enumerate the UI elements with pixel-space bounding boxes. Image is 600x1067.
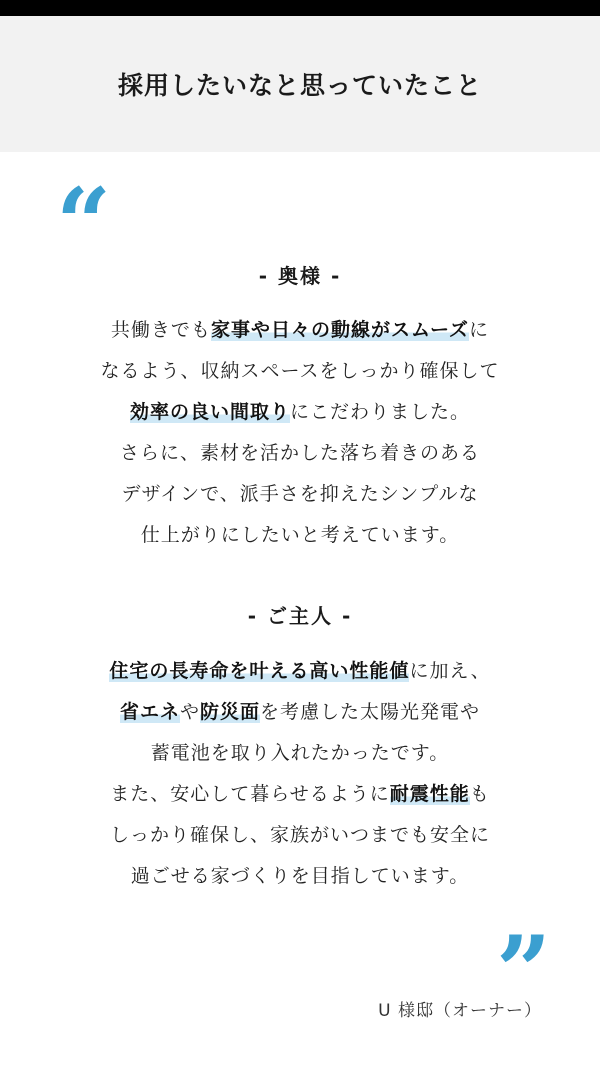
text-line: また、安心して暮らせるように耐震性能も [110,783,490,805]
text-line: デザインで、派手さを抑えたシンプルな [121,483,479,505]
top-bar [0,0,600,16]
highlight-text: 省エネ [119,701,180,723]
section-header [0,16,600,152]
highlight-text: 住宅の長寿命を叶える高い性能値 [109,660,410,682]
wife-paragraph [40,310,560,556]
text-line: 仕上がりにしたいと考えています。 [140,524,460,546]
owner-signature: U 様邸（オーナー） [378,1001,542,1021]
text-line: 効率の良い間取りにこだわりました。 [129,401,471,423]
text-line: 過ごせる家づくりを目指しています。 [130,865,470,887]
role-husband: - ご主人 - [247,604,353,628]
section-title: 採用したいなと思っていたこと [117,71,482,100]
text-line: さらに、素材を活かした落ち着きのある [119,442,480,464]
text-line: しっかり確保し、家族がいつまでも安全に [109,824,490,846]
role-wife: - 奥様 - [258,264,342,288]
highlight-text: 耐震性能 [389,783,470,805]
highlight-text: 効率の良い間取り [129,401,290,423]
text-line: 共働きでも家事や日々の動線がスムーズに [110,319,490,341]
close-quote-icon: ” [496,915,552,1028]
text-line: 住宅の長寿命を叶える高い性能値に加え、 [109,660,491,682]
husband-paragraph [40,651,560,897]
highlight-text: 防災面 [200,701,261,723]
text-line: 蓄電池を取り入れたかったです。 [150,742,450,764]
highlight-text: 家事や日々の動線がスムーズ [210,319,470,341]
text-line: 省エネや防災面を考慮した太陽光発電や [119,701,481,723]
open-quote-icon: “ [56,167,112,280]
text-line: なるよう、収納スペースをしっかり確保して [100,360,500,382]
